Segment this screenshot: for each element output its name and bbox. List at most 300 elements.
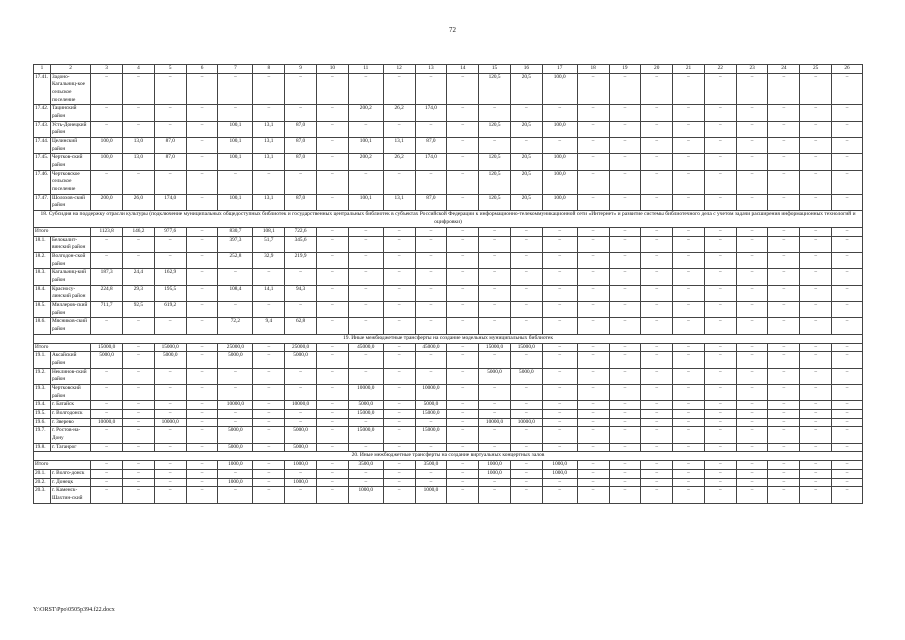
value-cell: – [736,253,768,269]
value-cell: – [704,478,736,487]
table-row [34,302,863,318]
value-cell: – [609,418,641,427]
value-cell: – [736,228,768,237]
value-cell: 5000,0 [218,352,253,368]
value-cell: – [415,470,447,479]
value-cell: – [383,487,415,503]
value-cell: – [673,461,705,470]
value-cell: – [673,138,705,154]
value-cell: – [832,154,863,170]
value-cell: – [91,318,123,334]
row-number-cell: 18.5. [34,302,51,318]
value-cell: – [218,302,253,318]
value-cell: 15000,0 [479,343,511,352]
value-cell: – [510,478,542,487]
row-number-cell: 20.2. [34,478,51,487]
value-cell: – [704,138,736,154]
value-cell: – [154,410,186,419]
value-cell: 45000,0 [415,343,447,352]
value-cell: 3500,0 [415,461,447,470]
territory-name-cell: Кагальниц-кий район [50,269,90,285]
value-cell: 1000,0 [479,470,511,479]
territory-name-cell: Усть-Донецкий район [50,121,90,137]
value-cell: – [673,318,705,334]
value-cell: – [641,236,673,252]
value-cell: – [316,470,348,479]
territory-name-cell: г. Волгодонск [50,410,90,419]
territory-name-cell: Мясников-ский район [50,318,90,334]
value-cell: – [673,194,705,210]
table-row [34,269,863,285]
value-cell: 195,5 [154,285,186,301]
value-cell: – [91,368,123,384]
value-cell: – [577,443,609,452]
value-cell: – [736,194,768,210]
value-cell: – [447,318,479,334]
value-cell: 3500,0 [348,461,383,470]
row-number-cell: 18.6. [34,318,51,334]
value-cell: – [154,461,186,470]
value-cell: 20,5 [510,121,542,137]
value-cell: – [832,385,863,401]
row-number-cell: 19.5. [34,410,51,419]
value-cell: – [348,318,383,334]
value-cell: – [673,236,705,252]
row-number-cell: 18.2. [34,253,51,269]
value-cell: 92,5 [123,302,155,318]
territory-name-cell: Целинский район [50,138,90,154]
column-number-cell: 23 [736,65,768,74]
value-cell: – [832,443,863,452]
value-cell: – [673,105,705,121]
value-cell: – [186,461,218,470]
value-cell: – [542,368,577,384]
value-cell: – [510,443,542,452]
value-cell: – [415,478,447,487]
row-number-cell: 20.3. [34,487,51,503]
value-cell: – [641,401,673,410]
value-cell: – [736,236,768,252]
value-cell: – [383,418,415,427]
value-cell: – [479,487,511,503]
total-row [34,461,863,470]
value-cell: – [316,73,348,105]
value-cell: – [704,385,736,401]
row-number-cell: 19.6. [34,418,51,427]
value-cell: – [832,236,863,252]
value-cell: – [609,170,641,194]
value-cell: – [186,121,218,137]
value-cell: – [673,121,705,137]
value-cell: – [316,228,348,237]
value-cell: – [736,343,768,352]
value-cell: – [383,269,415,285]
value-cell: – [316,318,348,334]
column-number-cell: 1 [34,65,51,74]
value-cell: 5000,0 [218,427,253,443]
value-cell: – [768,138,800,154]
value-cell: – [316,253,348,269]
value-cell: – [91,121,123,137]
value-cell: – [154,368,186,384]
value-cell: 25000,0 [218,343,253,352]
value-cell: – [673,368,705,384]
value-cell: – [704,194,736,210]
value-cell: 13,0 [123,138,155,154]
value-cell: – [641,487,673,503]
value-cell: – [577,105,609,121]
value-cell: – [316,368,348,384]
value-cell: – [316,302,348,318]
row-number-cell: 18.1. [34,236,51,252]
value-cell: 13,0 [123,154,155,170]
value-cell: – [447,236,479,252]
table-row [34,194,863,210]
value-cell: 100,0 [91,138,123,154]
value-cell: – [609,194,641,210]
value-cell: – [447,470,479,479]
value-cell: – [704,487,736,503]
value-cell: – [348,418,383,427]
value-cell: – [154,487,186,503]
section-heading-row [34,452,863,461]
value-cell: – [383,401,415,410]
value-cell: 51,7 [253,236,285,252]
value-cell: – [704,228,736,237]
value-cell: – [253,470,285,479]
value-cell: 5000,0 [415,401,447,410]
value-cell: – [253,368,285,384]
value-cell: – [542,302,577,318]
value-cell: – [186,154,218,170]
table-row [34,236,863,252]
value-cell: – [348,170,383,194]
value-cell: – [832,105,863,121]
value-cell: – [186,487,218,503]
value-cell: – [316,170,348,194]
value-cell: – [253,487,285,503]
section-heading-row [34,211,863,228]
value-cell: – [704,343,736,352]
value-cell: – [800,269,832,285]
value-cell: – [800,368,832,384]
total-row [34,228,863,237]
value-cell: – [800,73,832,105]
value-cell: – [415,170,447,194]
value-cell: 219,9 [285,253,317,269]
value-cell: – [736,470,768,479]
value-cell: – [91,487,123,503]
territory-name-cell: Неклинов-ский район [50,368,90,384]
value-cell: – [218,105,253,121]
value-cell: – [832,121,863,137]
value-cell: – [348,352,383,368]
value-cell: – [415,368,447,384]
value-cell: 72,2 [218,318,253,334]
value-cell: – [383,478,415,487]
column-number-cell: 4 [123,65,155,74]
value-cell: – [704,443,736,452]
value-cell: – [316,105,348,121]
value-cell: – [415,228,447,237]
value-cell: – [768,105,800,121]
value-cell: – [383,228,415,237]
value-cell: 224,8 [91,285,123,301]
value-cell: – [479,236,511,252]
value-cell: – [832,285,863,301]
value-cell: – [542,343,577,352]
value-cell: – [832,368,863,384]
table-row [34,154,863,170]
value-cell: 830,7 [218,228,253,237]
value-cell: – [479,253,511,269]
value-cell: – [609,253,641,269]
value-cell: 20,5 [510,73,542,105]
value-cell: 1123,8 [91,228,123,237]
value-cell: – [800,443,832,452]
value-cell: 15000,0 [91,343,123,352]
territory-name-cell: г. Таганрог [50,443,90,452]
column-number-cell: 10 [316,65,348,74]
value-cell: – [704,253,736,269]
value-cell: – [123,385,155,401]
value-cell: – [285,385,317,401]
value-cell: – [154,170,186,194]
value-cell: – [768,385,800,401]
value-cell: – [768,352,800,368]
column-number-cell: 19 [609,65,641,74]
value-cell: – [609,121,641,137]
value-cell: – [832,410,863,419]
value-cell: – [768,401,800,410]
value-cell: – [253,385,285,401]
value-cell: – [91,443,123,452]
footer-file-path: Y:\ORST\Ppo\0505p394.f22.docx [33,607,115,613]
value-cell: 26,2 [383,105,415,121]
value-cell: – [510,302,542,318]
territory-name-cell: Красносу-линский район [50,285,90,301]
value-cell: – [641,410,673,419]
value-cell: – [383,170,415,194]
value-cell: – [348,443,383,452]
value-cell: – [736,318,768,334]
value-cell: 20,5 [510,170,542,194]
value-cell: – [348,470,383,479]
value-cell: – [641,73,673,105]
value-cell: – [800,236,832,252]
value-cell: – [479,478,511,487]
territory-name-cell: Шолохов-ский район [50,194,90,210]
value-cell: – [542,478,577,487]
value-cell: – [316,194,348,210]
value-cell: 5000,0 [285,443,317,452]
value-cell: – [285,487,317,503]
value-cell: – [447,487,479,503]
value-cell: 15000,0 [510,343,542,352]
table-row [34,138,863,154]
value-cell: – [510,236,542,252]
value-cell: – [673,154,705,170]
value-cell: – [768,461,800,470]
value-cell: 10000,0 [154,418,186,427]
value-cell: – [800,352,832,368]
value-cell: 100,1 [348,138,383,154]
value-cell: – [218,470,253,479]
section-heading: 20. Иные межбюджетные трансферты на создание виртуальных концертных залов [34,452,863,461]
value-cell: – [641,478,673,487]
value-cell: – [316,478,348,487]
value-cell: – [800,343,832,352]
value-cell: – [123,343,155,352]
column-number-cell: 25 [800,65,832,74]
table-row [34,410,863,419]
value-cell: – [704,461,736,470]
value-cell: – [447,385,479,401]
value-cell: – [316,410,348,419]
value-cell: – [285,302,317,318]
value-cell: – [768,470,800,479]
value-cell: – [510,253,542,269]
value-cell: 5000,0 [479,368,511,384]
value-cell: – [609,401,641,410]
value-cell: 13,1 [383,138,415,154]
value-cell: – [510,470,542,479]
value-cell: – [510,269,542,285]
value-cell: – [577,285,609,301]
value-cell: – [832,138,863,154]
column-number-cell: 12 [383,65,415,74]
value-cell: 26,2 [383,154,415,170]
value-cell: – [609,302,641,318]
value-cell: – [800,418,832,427]
value-cell: – [542,253,577,269]
value-cell: 722,6 [285,228,317,237]
value-cell: – [218,385,253,401]
value-cell: – [91,478,123,487]
value-cell: – [704,401,736,410]
value-cell: – [609,385,641,401]
value-cell: – [736,105,768,121]
value-cell: – [383,470,415,479]
value-cell: – [285,470,317,479]
value-cell: – [91,427,123,443]
value-cell: – [415,253,447,269]
value-cell: – [154,236,186,252]
value-cell: – [447,269,479,285]
value-cell: – [253,352,285,368]
value-cell: – [154,121,186,137]
table-row [34,73,863,105]
section-heading: 19. Иные межбюджетные трансферты на создание модельных муниципальных библиотек [34,334,863,343]
value-cell: – [673,478,705,487]
value-cell: – [510,285,542,301]
column-number-cell: 2 [50,65,90,74]
value-cell: – [479,318,511,334]
value-cell: – [736,427,768,443]
value-cell: – [641,427,673,443]
table-row [34,285,863,301]
value-cell: – [186,318,218,334]
column-number-cell: 3 [91,65,123,74]
value-cell: – [91,401,123,410]
value-cell: – [577,236,609,252]
value-cell: – [577,343,609,352]
value-cell: 45000,0 [348,343,383,352]
value-cell: – [641,170,673,194]
value-cell: – [91,105,123,121]
value-cell: – [704,318,736,334]
value-cell: 5000,0 [510,368,542,384]
column-number-cell: 13 [415,65,447,74]
value-cell: – [186,401,218,410]
value-cell: – [348,73,383,105]
table-row [34,418,863,427]
row-number-cell: 19.8. [34,443,51,452]
value-cell: 100,0 [91,154,123,170]
column-number-cell: 11 [348,65,383,74]
value-cell: – [415,318,447,334]
value-cell: – [510,385,542,401]
row-number-cell: 19.7. [34,427,51,443]
value-cell: – [253,401,285,410]
value-cell: – [736,418,768,427]
value-cell: 120,5 [479,194,511,210]
value-cell: – [736,461,768,470]
value-cell: – [641,318,673,334]
value-cell: – [542,285,577,301]
territory-name-cell: г. Зверево [50,418,90,427]
value-cell: – [542,105,577,121]
value-cell: – [641,154,673,170]
value-cell: – [253,302,285,318]
value-cell: – [800,461,832,470]
value-cell: – [348,285,383,301]
table-row [34,443,863,452]
value-cell: – [800,170,832,194]
value-cell: 174,0 [415,154,447,170]
value-cell: – [641,228,673,237]
value-cell: 29,3 [123,285,155,301]
value-cell: 977,6 [154,228,186,237]
territory-name-cell: г. Ростов-на-Дону [50,427,90,443]
value-cell: 5000,0 [154,352,186,368]
value-cell: – [736,368,768,384]
value-cell: – [510,487,542,503]
value-cell: – [542,427,577,443]
row-number-cell: 17.41. [34,73,51,105]
value-cell: – [673,73,705,105]
value-cell: – [91,236,123,252]
value-cell: – [415,236,447,252]
value-cell: – [736,154,768,170]
value-cell: – [447,73,479,105]
row-number-cell: 17.42. [34,105,51,121]
value-cell: – [383,253,415,269]
value-cell: – [832,352,863,368]
value-cell: 397,3 [218,236,253,252]
value-cell: – [253,410,285,419]
column-number-cell: 8 [253,65,285,74]
value-cell: – [415,269,447,285]
value-cell: 5000,0 [285,427,317,443]
value-cell: 10000,0 [510,418,542,427]
value-cell: – [673,470,705,479]
value-cell: – [577,478,609,487]
row-number-cell: 20.1. [34,470,51,479]
value-cell: – [186,105,218,121]
value-cell: – [704,427,736,443]
value-cell: – [348,121,383,137]
